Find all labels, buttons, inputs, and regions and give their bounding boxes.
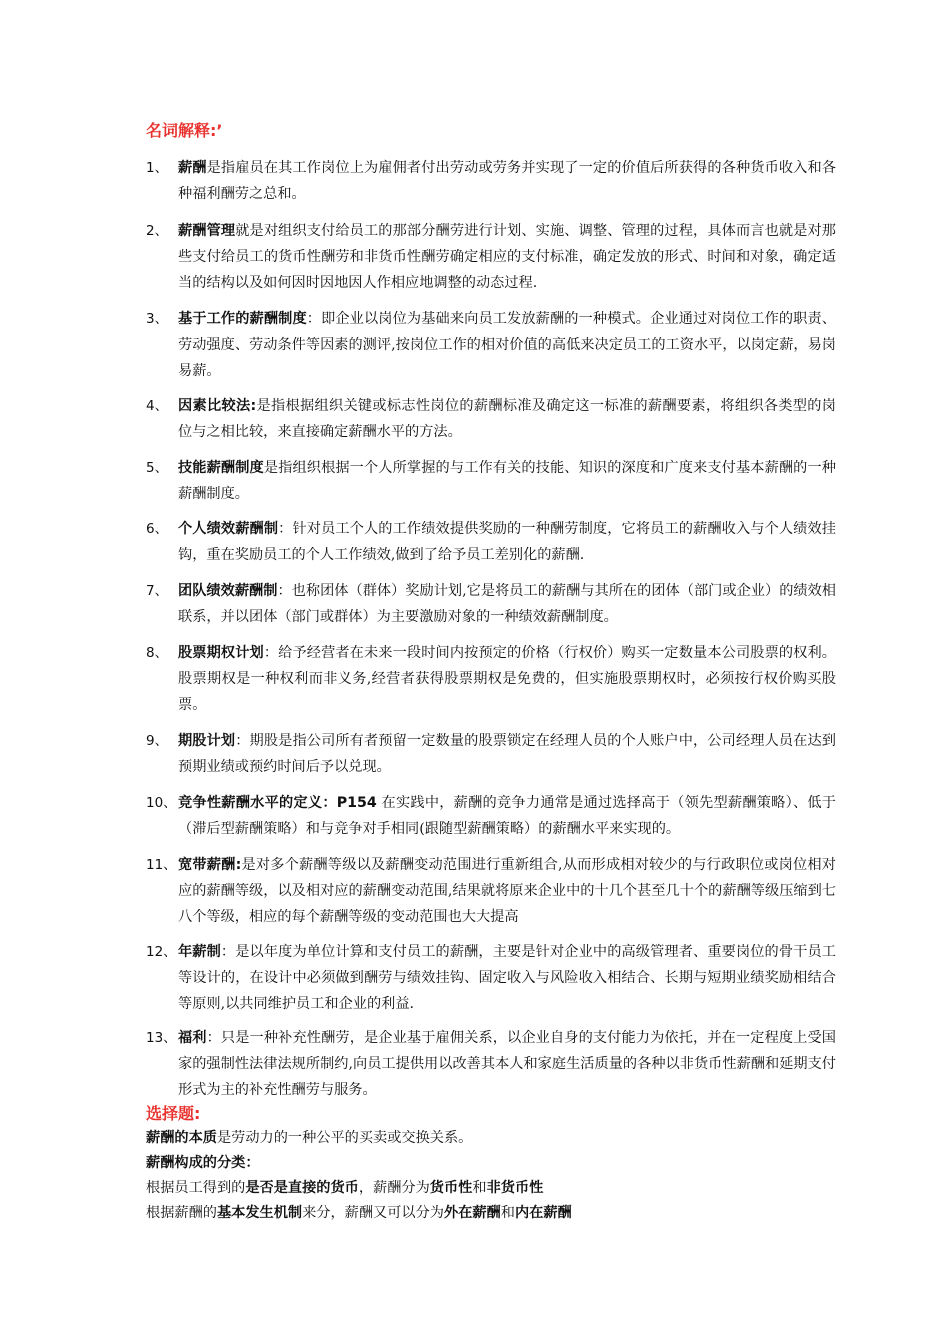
definition-item [146, 306, 836, 384]
definition-body [178, 155, 836, 207]
definition-text: ：期股是指公司所有者预留一定数量的股票锁定在经理人员的个人账户中，公司经理人员在达到预期业绩或预约时间后予以兑现。 [178, 733, 836, 775]
definition-term: 基于工作的薪酬制度 [178, 311, 307, 327]
text-segment: 根据员工得到的 [146, 1180, 246, 1196]
item-number: 10、 [146, 795, 177, 811]
item-number: 9、 [146, 733, 169, 749]
definition-body [178, 939, 836, 1017]
definition-text: ：即企业以岗位为基础来向员工发放薪酬的一种模式。企业通过对岗位工作的职责、劳动强度、劳动条件等因素的测评,按岗位工作的相对价值的高低来决定员工的工资水平，以岗定薪，易岗易薪。 [178, 311, 836, 379]
definition-body [178, 640, 836, 718]
definition-term: 技能薪酬制度 [178, 460, 264, 476]
bold-segment: 非货币性 [486, 1180, 544, 1196]
classification-line-1 [146, 1177, 543, 1199]
item-number: 12、 [146, 944, 177, 960]
choice-heading: 选择题: [146, 1104, 201, 1123]
definition-text: ：给予经营者在未来一段时间内按预定的价格（行权价）购买一定数量本公司股票的权利。股票期权是一种权利而非义务,经营者获得股票期权是免费的，但实施股票期权时，必须按行权价购买股票。 [178, 645, 836, 713]
definition-body [178, 218, 836, 296]
definition-item [146, 939, 836, 1017]
essence-text: 是劳动力的一种公平的买卖或交换关系。 [216, 1130, 473, 1146]
definition-term: 期股计划 [178, 733, 236, 749]
definition-body [178, 578, 836, 630]
definition-body [178, 790, 836, 842]
text-segment: 来分，薪酬又可以分为 [302, 1205, 444, 1221]
definition-term: 团队绩效薪酬制 [178, 583, 278, 599]
item-number: 13、 [146, 1030, 177, 1046]
classification-line-2 [146, 1202, 572, 1224]
bold-segment: 基本发生机制 [216, 1205, 303, 1221]
definition-text: ：只是一种补充性酬劳，是企业基于雇佣关系，以企业自身的支付能力为依托，并在一定程度上受国家的强制性法律法规所制约,向员工提供用以改善其本人和家庭生活质量的各种以非货币性薪酬和延期支付形式为主的补充性酬劳与服务。 [178, 1030, 836, 1098]
definition-text: 是对多个薪酬等级以及薪酬变动范围进行重新组合,从而形成相对较少的与行政职位或岗位相对应的薪酬等级，以及相对应的薪酬变动范围,结果就将原来企业中的十几个甚至几十个的薪酬等级压缩到七八个等级，相应的每个薪酬等级的变动范围也大大提高 [178, 857, 836, 925]
definition-body [178, 516, 836, 568]
definition-term: 福利 [178, 1030, 207, 1046]
item-number: 4、 [146, 398, 169, 414]
definition-term: 股票期权计划 [178, 645, 264, 661]
bold-segment: 内在薪酬 [514, 1205, 572, 1221]
definition-term: 因素比较法: [178, 398, 257, 414]
item-number: 3、 [146, 311, 169, 327]
item-number: 1、 [146, 160, 169, 176]
definition-text: 就是对组织支付给员工的那部分酬劳进行计划、实施、调整、管理的过程，具体而言也就是对那些支付给员工的货币性酬劳和非货币性酬劳确定相应的支付标准，确定发放的形式、时间和对象，确定适当的结构以及如何因时因地因人作相应地调整的动态过程. [178, 223, 836, 291]
definition-body [178, 455, 836, 507]
text-segment: 根据薪酬的 [146, 1205, 217, 1221]
terms-heading: 名词解释:’ [146, 121, 223, 140]
definition-item [146, 1025, 836, 1103]
definition-term: 薪酬管理 [178, 223, 236, 239]
item-number: 6、 [146, 521, 169, 537]
text-segment: 和 [500, 1205, 515, 1221]
text-segment: 和 [472, 1180, 487, 1196]
definition-body [178, 852, 836, 930]
definition-text: 是指根据组织关键或标志性岗位的薪酬标准及确定这一标准的薪酬要素，将组织各类型的岗位与之相比较，来直接确定薪酬水平的方法。 [178, 398, 836, 440]
definition-item [146, 578, 836, 630]
item-number: 8、 [146, 645, 169, 661]
essence-term: 薪酬的本质 [146, 1130, 217, 1146]
definition-text: 在实践中，薪酬的竞争力通常是通过选择高于（领先型薪酬策略）、低于（滞后型薪酬策略）和与竞争对手相同(跟随型薪酬策略）的薪酬水平来实现的。 [178, 795, 836, 837]
essence-line [146, 1127, 472, 1149]
definition-item [146, 455, 836, 507]
definition-term: 薪酬 [178, 160, 207, 176]
item-number: 2、 [146, 223, 169, 239]
definition-item [146, 728, 836, 780]
bold-segment: 外在薪酬 [443, 1205, 501, 1221]
classification-heading [146, 1152, 260, 1174]
definition-body [178, 306, 836, 384]
definition-item [146, 155, 836, 207]
definition-term: 宽带薪酬: [178, 857, 242, 873]
text-segment: ，薪酬分为 [358, 1180, 430, 1196]
definition-text: 是指雇员在其工作岗位上为雇佣者付出劳动或劳务并实现了一定的价值后所获得的各种货币收入和各种福利酬劳之总和。 [178, 160, 836, 202]
item-number: 7、 [146, 583, 169, 599]
item-number: 5、 [146, 460, 169, 476]
definition-text: ：针对员工个人的工作绩效提供奖励的一种酬劳制度，它将员工的薪酬收入与个人绩效挂钩，重在奖励员工的个人工作绩效,做到了给予员工差别化的薪酬. [178, 521, 836, 563]
definition-text: ：是以年度为单位计算和支付员工的薪酬，主要是针对企业中的高级管理者、重要岗位的骨干员工等设计的，在设计中必须做到酬劳与绩效挂钩、固定收入与风险收入相结合、长期与短期业绩奖励相结合等原则,以共同维护员工和企业的利益. [178, 944, 836, 1012]
definition-item [146, 393, 836, 445]
definition-text: 是指组织根据一个人所掌握的与工作有关的技能、知识的深度和广度来支付基本薪酬的一种薪酬制度。 [178, 460, 836, 502]
definition-body [178, 1025, 836, 1103]
definition-text: ：也称团体（群体）奖励计划,它是将员工的薪酬与其所在的团体（部门或企业）的绩效相联系，并以团体（部门或群体）为主要激励对象的一种绩效薪酬制度。 [178, 583, 836, 625]
bold-segment: 货币性 [429, 1180, 473, 1196]
definition-term: 竞争性薪酬水平的定义：P154 [178, 795, 377, 811]
definition-item [146, 640, 836, 718]
item-number: 11、 [146, 857, 177, 873]
definition-term: 个人绩效薪酬制 [178, 521, 279, 537]
definition-item [146, 516, 836, 568]
definition-item [146, 218, 836, 296]
classification-label: 薪酬构成的分类： [146, 1155, 260, 1171]
definition-item [146, 790, 836, 842]
bold-segment: 是否是直接的货币 [245, 1180, 359, 1196]
definition-body [178, 393, 836, 445]
definition-body [178, 728, 836, 780]
definition-item [146, 852, 836, 930]
definition-term: 年薪制 [178, 944, 221, 960]
